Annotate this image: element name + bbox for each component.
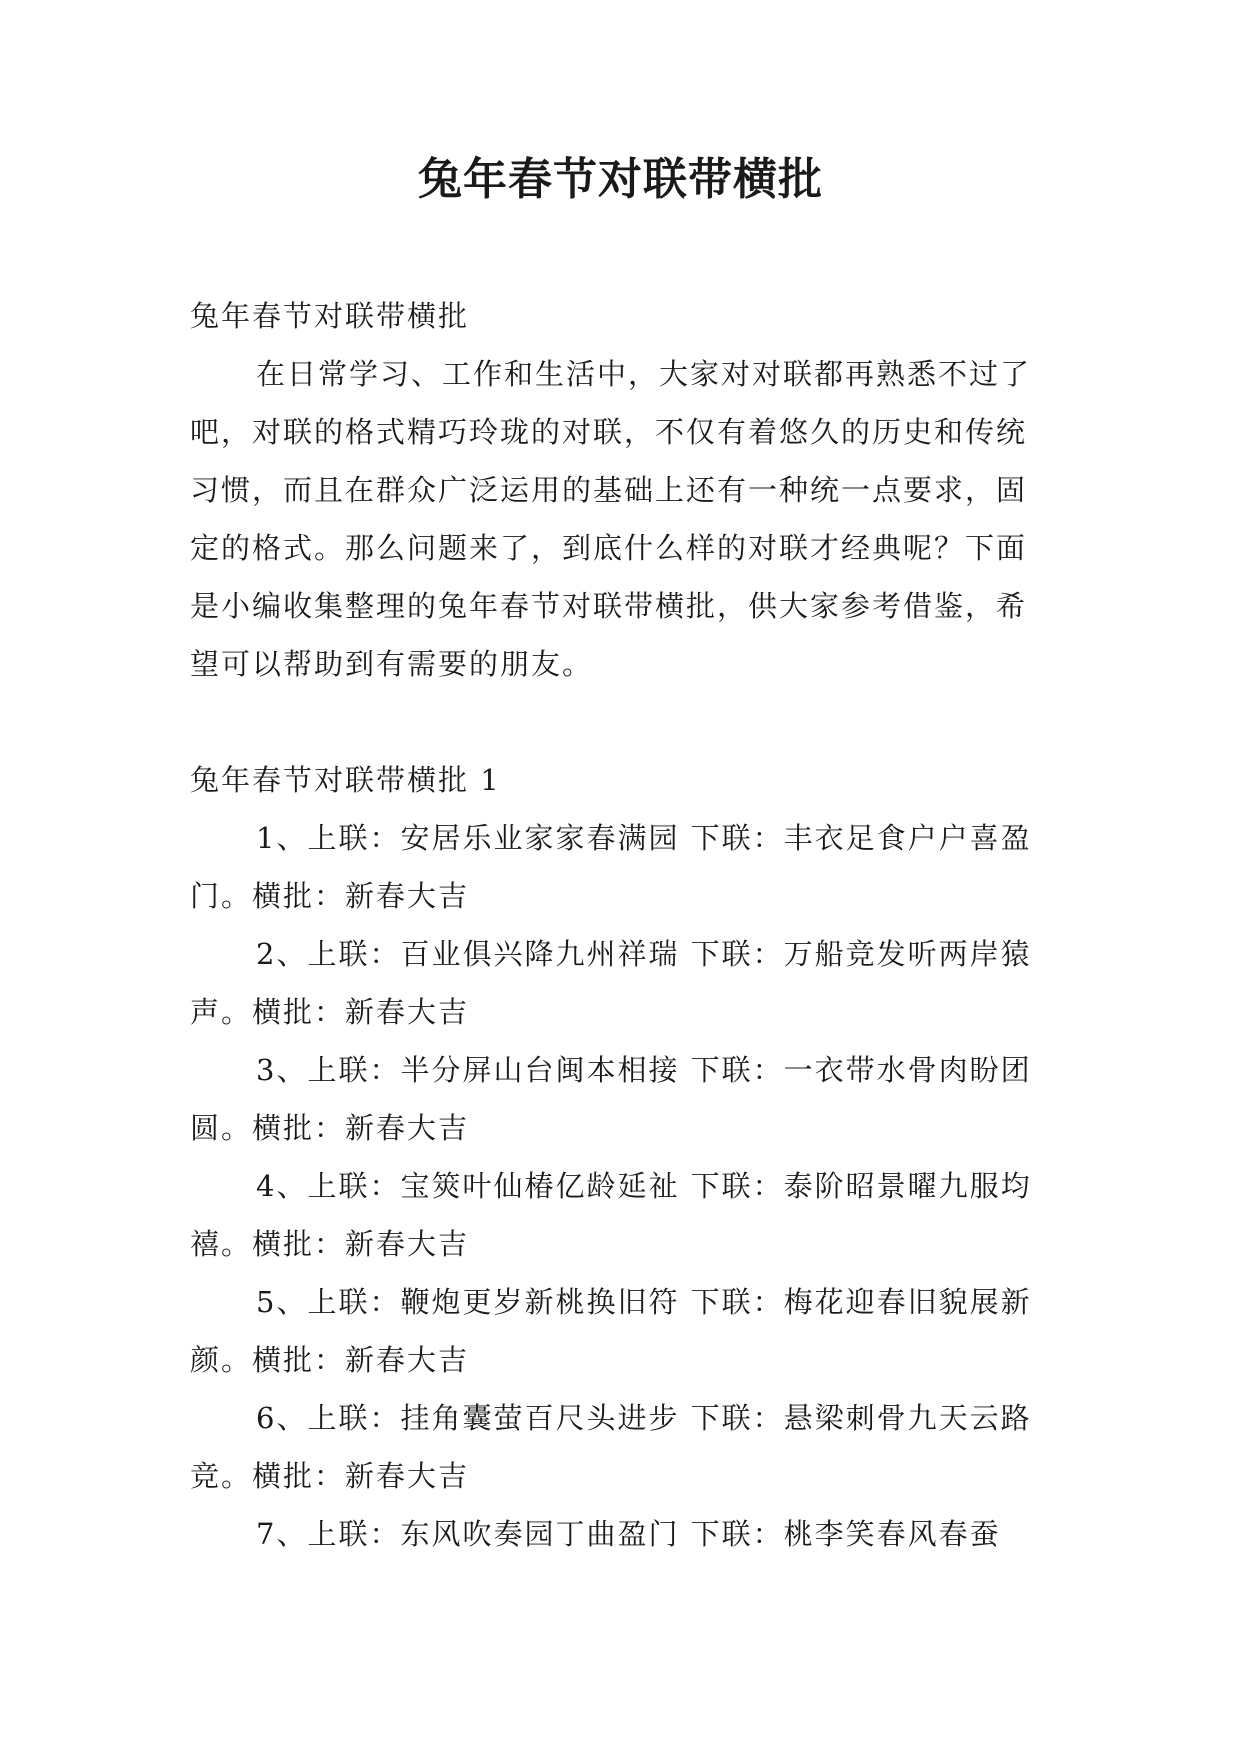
document-title: 兔年春节对联带横批 bbox=[418, 154, 823, 205]
document-body bbox=[190, 287, 1046, 1563]
document-subtitle: 兔年春节对联带横批 bbox=[190, 299, 470, 333]
couplet-item: 3、上联：半分屏山台闽本相接 下联：一衣带水骨肉盼团圆。横批：新春大吉 bbox=[190, 1053, 1032, 1145]
intro-paragraph: 在日常学习、工作和生活中，大家对对联都再熟悉不过了吧，对联的格式精巧玲珑的对联，不仅有着悠久的历史和传统习惯，而且在群众广泛运用的基础上还有一种统一点要求，固定的格式。那么问题来了，到底什么样的对联才经典呢？下面是小编收集整理的兔年春节对联带横批，供大家参考借鉴，希望可以帮助到有需要的朋友。 bbox=[190, 357, 1032, 681]
section-heading: 兔年春节对联带横批 1 bbox=[190, 763, 501, 797]
couplet-item: 2、上联：百业俱兴降九州祥瑞 下联：万船竞发听两岸猿声。横批：新春大吉 bbox=[190, 937, 1032, 1029]
couplet-item: 4、上联：宝筴叶仙椿亿龄延祉 下联：泰阶昭景曜九服均禧。横批：新春大吉 bbox=[190, 1169, 1032, 1261]
couplet-item: 6、上联：挂角囊萤百尺头进步 下联：悬梁刺骨九天云路竞。横批：新春大吉 bbox=[190, 1401, 1032, 1493]
paragraph-spacer bbox=[190, 693, 1046, 751]
couplet-item: 1、上联：安居乐业家家春满园 下联：丰衣足食户户喜盈门。横批：新春大吉 bbox=[190, 821, 1032, 913]
couplet-item: 7、上联：东风吹奏园丁曲盈门 下联：桃李笑春风春蚕 bbox=[256, 1517, 1001, 1551]
couplet-item: 5、上联：鞭炮更岁新桃换旧符 下联：梅花迎春旧貌展新颜。横批：新春大吉 bbox=[190, 1285, 1032, 1377]
